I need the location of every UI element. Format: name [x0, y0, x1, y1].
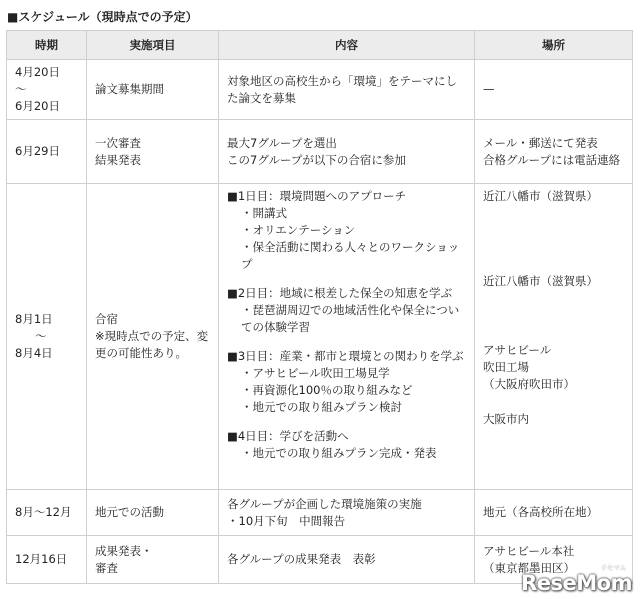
table-row	[7, 120, 633, 184]
item-cell	[87, 490, 219, 536]
item-cell	[87, 536, 219, 584]
day1-heading: ■1日目：環境問題へのアプローチ	[227, 189, 407, 203]
day3-bullet: ・再資源化100％の取り組みなど	[241, 383, 413, 397]
content-text: 各グループが企画した環境施策の実施	[227, 496, 422, 511]
day1-bullet: ・オリエンテーション	[241, 223, 356, 237]
day3-bullet: ・アサヒビール吹田工場見学	[241, 366, 390, 380]
place-text: 大阪市内	[483, 412, 529, 426]
place-text: 近江八幡市（滋賀県）	[483, 189, 598, 203]
place-text: —	[483, 82, 495, 96]
content-cell	[219, 184, 475, 490]
item-text: 審査	[95, 560, 118, 575]
place-text: 地元（各高校所在地）	[483, 505, 598, 519]
place-text: アサヒビール本社	[483, 543, 575, 558]
period-cell	[7, 536, 87, 584]
day3-bullet: ・地元での取り組みプラン検討	[241, 400, 402, 414]
content-cell	[219, 490, 475, 536]
item-text: 合宿	[95, 312, 118, 326]
item-cell	[87, 184, 219, 490]
item-text: 一次審査	[95, 135, 141, 150]
resemom-logo	[521, 564, 632, 595]
table-row	[7, 60, 633, 120]
place-text: アサヒビール	[483, 343, 552, 357]
day2-heading: ■2日目：地域に根差した保全の知恵を学ぶ	[227, 286, 453, 300]
logo-subtext: リセマム	[600, 564, 626, 572]
period-text: 6月29日	[15, 144, 60, 158]
page-title: ■スケジュール（現時点での予定）	[7, 10, 198, 24]
content-cell	[219, 536, 475, 584]
period-text: 8月〜12月	[15, 505, 72, 519]
day4-heading: ■4日目：学びを活動へ	[227, 429, 349, 443]
item-text: 結果発表	[95, 152, 141, 167]
place-cell	[475, 184, 633, 490]
logo-text: ReseMom	[521, 571, 632, 595]
day4-bullet: ・地元での取り組みプラン完成・発表	[241, 446, 437, 460]
period-cell	[7, 120, 87, 184]
day2-bullet: ・琵琶湖周辺での地域活性化や保全についての体験学習	[241, 303, 460, 334]
item-text: 地元での活動	[95, 505, 164, 519]
header-place: 場所	[475, 31, 633, 60]
period-text: 4月20日	[15, 65, 60, 79]
place-text: メール・郵送にて発表	[483, 135, 598, 150]
item-note: ※現時点での予定、変更の可能性あり。	[95, 329, 209, 360]
schedule-table	[6, 30, 633, 584]
item-cell	[87, 60, 219, 120]
content-text: この7グループが以下の合宿に参加	[227, 152, 406, 167]
period-cell	[7, 60, 87, 120]
period-text: 8月4日	[15, 346, 53, 360]
place-text: 吹田工場	[483, 360, 529, 374]
content-cell	[219, 120, 475, 184]
content-text: 最大7グループを選出	[227, 135, 337, 150]
content-text: 各グループの成果発表 表彰	[227, 552, 376, 566]
item-cell	[87, 120, 219, 184]
table-row	[7, 490, 633, 536]
place-text: 合格グループには電話連絡	[483, 152, 621, 167]
day1-bullet: ・保全活動に関わる人々とのワークショップ	[241, 240, 460, 271]
period-text: 6月20日	[15, 99, 60, 113]
place-text: （大阪府吹田市）	[483, 377, 575, 391]
day1-bullet: ・開講式	[241, 206, 287, 220]
content-cell	[219, 60, 475, 120]
header-period: 時期	[7, 31, 87, 60]
place-cell	[475, 120, 633, 184]
period-text: 8月1日	[15, 312, 53, 326]
item-text: 論文募集期間	[95, 82, 164, 96]
period-cell	[7, 490, 87, 536]
place-cell	[475, 490, 633, 536]
table-header-row	[7, 31, 633, 60]
content-text: ・10月下旬 中間報告	[227, 513, 346, 528]
period-text: 〜	[15, 82, 27, 96]
item-text: 成果発表・	[95, 543, 153, 558]
place-text: （東京都墨田区）	[483, 560, 575, 575]
table-row	[7, 184, 633, 490]
place-cell	[475, 60, 633, 120]
content-text: 対象地区の高校生から「環境」をテーマにした論文を募集	[227, 73, 457, 105]
period-text: 〜	[35, 329, 47, 343]
place-text: 近江八幡市（滋賀県）	[483, 274, 598, 288]
header-content: 内容	[219, 31, 475, 60]
header-item: 実施項目	[87, 31, 219, 60]
period-cell	[7, 184, 87, 490]
period-text: 12月16日	[15, 552, 68, 566]
day3-heading: ■3日目：産業・都市と環境との関わりを学ぶ	[227, 349, 464, 363]
